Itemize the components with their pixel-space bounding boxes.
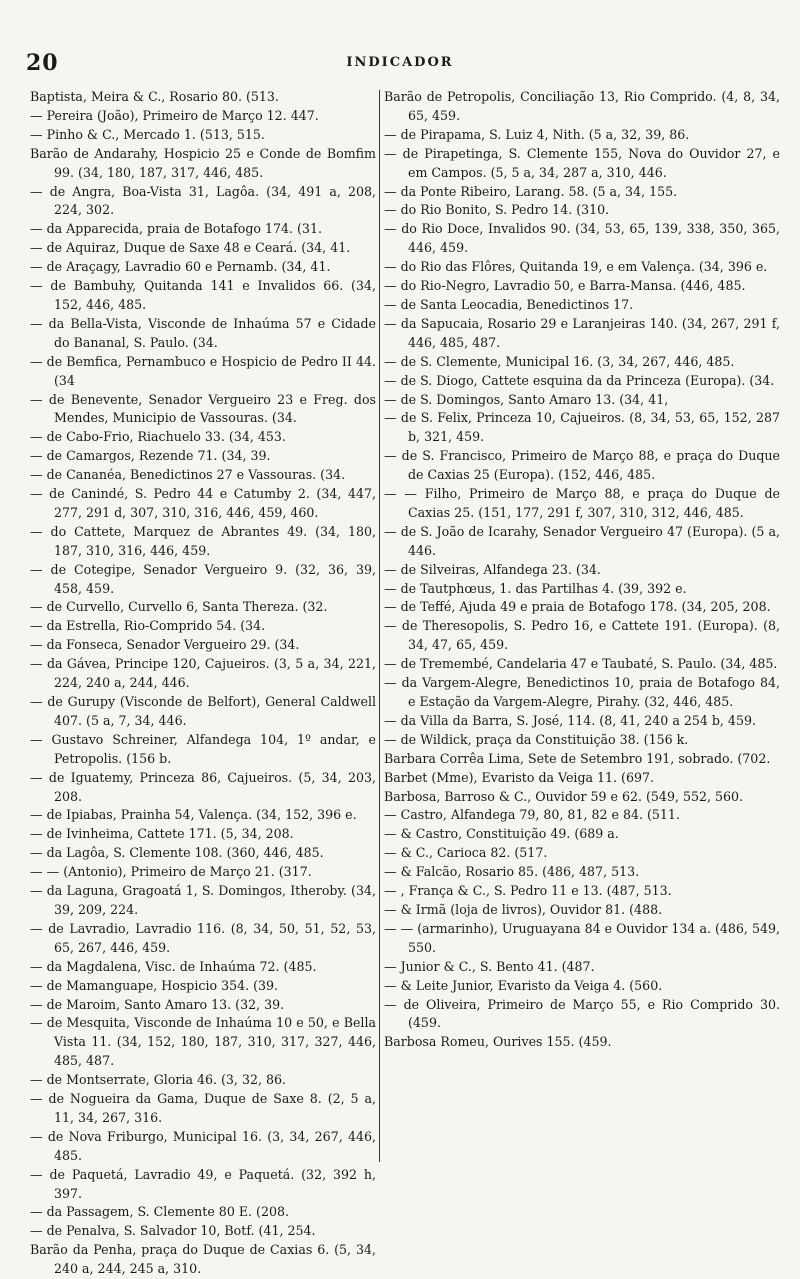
directory-entry: — da Laguna, Gragoatá 1, S. Domingos, Itheroby. (34, 39, 209, 224. [30,883,376,917]
directory-entry: — da Lagôa, S. Clemente 108. (360, 446, 485. [30,845,324,861]
directory-entry: — de Iguatemy, Princeza 86, Cajueiros. (5, 34, 203, 208. [30,769,376,804]
directory-entry: — do Cattete, Marquez de Abrantes 49. (34, 180, 187, 310, 316, 446, 459. [30,523,376,558]
directory-entry: — de S. João de Icarahy, Senador Vergueiro 47 (Europa). (5 a, 446. [384,523,780,558]
directory-entry: Barbosa Romeu, Ourives 155. (459. [384,1034,612,1050]
directory-entry: — de Wildick, praça da Constituição 38. (156 k. [384,731,689,747]
directory-entry: — Gustavo Schreiner, Alfandega 104, 1º andar, e Petropolis. (156 b. [30,731,376,766]
directory-entry: — da Gávea, Principe 120, Cajueiros. (3, 5 a, 34, 221, 224, 240 a, 244, 446. [30,656,376,691]
directory-entry: — de Araçagy, Lavradio 60 e Pernamb. (34, 41. [30,259,331,275]
directory-entry: Barbara Corrêa Lima, Sete de Setembro 191, sobrado. (702. [384,750,771,766]
directory-entry: — de S. Felix, Princeza 10, Cajueiros. (8, 34, 53, 65, 152, 287 b, 321, 459. [384,410,780,445]
directory-entry: — da Apparecida, praia de Botafogo 174. (31. [30,221,322,237]
directory-entry: — de Cotegipe, Senador Vergueiro 9. (32, 36, 39, 458, 459. [30,561,376,596]
page-number: 20 [26,50,59,76]
running-head: INDICADOR [346,55,454,70]
directory-entry: — , França & C., S. Pedro 11 e 13. (487, 513. [384,883,672,899]
directory-entry: — de Mamanguape, Hospicio 354. (39. [30,977,279,993]
directory-entry: — da Ponte Ribeiro, Larang. 58. (5 a, 34, 155. [384,183,678,199]
directory-entry: — da Bella-Vista, Visconde de Inhaúma 57 e Cidade do Bananal, S. Paulo. (34. [30,315,376,350]
directory-entry: — & Leite Junior, Evaristo da Veiga 4. (560. [384,977,663,993]
directory-entry: — de Angra, Boa-Vista 31, Lagôa. (34, 491 a, 208, 224, 302. [30,183,376,218]
directory-entry: Barão da Penha, praça do Duque de Caxias 6. (5, 34, 240 a, 244, 245 a, 310. [30,1242,376,1277]
directory-entry: Barbet (Mme), Evaristo da Veiga 11. (697. [384,769,655,785]
directory-entry: — Junior & C., S. Bento 41. (487. [384,958,595,974]
column-divider [379,90,380,1162]
directory-entry: — da Passagem, S. Clemente 80 E. (208. [30,1204,289,1220]
directory-entry: Barbosa, Barroso & C., Ouvidor 59 e 62. (549, 552, 560. [384,788,744,804]
directory-entry: — de Tautphœus, 1. das Partilhas 4. (39, 392 e. [384,580,687,596]
directory-entry: — de S. Diogo, Cattete esquina da da Princeza (Europa). (34. [384,372,775,388]
directory-entry: — de Curvello, Curvello 6, Santa Thereza. (32. [30,599,328,615]
directory-entry: — de Silveiras, Alfandega 23. (34. [384,561,601,577]
directory-entry: — de Paquetá, Lavradio 49, e Paquetá. (32, 392 h, 397. [30,1166,376,1201]
directory-entry: — de Cabo-Frio, Riachuelo 33. (34, 453. [30,429,286,445]
directory-entry: — de Ipiabas, Prainha 54, Valença. (34, 152, 396 e. [30,807,357,823]
directory-entry: — do Rio das Flôres, Quitanda 19, e em Valença. (34, 396 e. [384,259,768,275]
directory-entry: — de Montserrate, Gloria 46. (3, 32, 86. [30,1072,287,1088]
directory-entry: — da Estrella, Rio-Comprido 54. (34. [30,618,266,634]
directory-entry: — de Camargos, Rezende 71. (34, 39. [30,448,271,464]
directory-entry: — & Castro, Constituição 49. (689 a. [384,826,619,842]
directory-entry: — de Teffé, Ajuda 49 e praia de Botafogo 178. (34, 205, 208. [384,599,771,615]
directory-entry: — — (Antonio), Primeiro de Março 21. (317. [30,864,312,880]
directory-entry: — da Sapucaia, Rosario 29 e Laranjeiras 140. (34, 267, 291 f, 446, 485, 487. [384,315,780,350]
right-column [384,88,780,1052]
directory-entry: — de S. Francisco, Primeiro de Março 88, e praça do Duque de Caxias 25 (Europa). (152, 446, 485. [384,448,780,483]
directory-entry: — de Santa Leocadia, Benedictinos 17. [384,296,634,312]
directory-entry: — de S. Domingos, Santo Amaro 13. (34, 41, [384,391,669,407]
directory-entry: — do Rio-Negro, Lavradio 50, e Barra-Mansa. (446, 485. [384,278,746,294]
directory-entry: Baptista, Meira & C., Rosario 80. (513. [30,89,279,104]
directory-entry: — de Mesquita, Visconde de Inhaúma 10 e 50, e Bella Vista 11. (34, 152, 180, 187, 310, 317, 327, 446, 485, 487. [30,1015,376,1069]
directory-entry: — de Bambuhy, Quitanda 141 e Invalidos 66. (34, 152, 446, 485. [30,278,376,312]
directory-entry: — de Lavradio, Lavradio 116. (8, 34, 50, 51, 52, 53, 65, 267, 446, 459. [30,920,376,955]
directory-entry: — de Bemfica, Pernambuco e Hospicio de Pedro II 44. (34 [30,353,376,388]
left-column [30,88,376,1279]
directory-entry: — de Maroim, Santo Amaro 13. (32, 39. [30,996,285,1012]
directory-entry: — de Nova Friburgo, Municipal 16. (3, 34, 267, 446, 485. [30,1128,376,1163]
directory-entry: — de Pirapama, S. Luiz 4, Nith. (5 a, 32, 39, 86. [384,126,690,142]
directory-entry: — — (armarinho), Uruguayana 84 e Ouvidor 134 a. (486, 549, 550. [384,920,780,955]
directory-entry: — de Canindé, S. Pedro 44 e Catumby 2. (34, 447, 277, 291 d, 307, 310, 316, 446, 459, 460. [30,486,376,520]
directory-entry: — de Cananéa, Benedictinos 27 e Vassouras. (34. [30,467,346,483]
directory-entry: — Pereira (João), Primeiro de Março 12. 447. [30,107,319,123]
directory-entry: — da Villa da Barra, S. José, 114. (8, 41, 240 a 254 b, 459. [384,712,756,728]
directory-entry: — de Penalva, S. Salvador 10, Botf. (41, 254. [30,1223,316,1239]
directory-entry: — & Irmã (loja de livros), Ouvidor 81. (488. [384,901,663,917]
directory-entry: — de Theresopolis, S. Pedro 16, e Cattete 191. (Europa). (8, 34, 47, 65, 459. [384,618,780,653]
directory-entry: — de Ivinheima, Cattete 171. (5, 34, 208. [30,826,294,842]
directory-entry: — & C., Carioca 82. (517. [384,845,548,861]
directory-entry: — de Nogueira da Gama, Duque de Saxe 8. (2, 5 a, 11, 34, 267, 316. [30,1091,376,1125]
directory-entry: — de Tremembé, Candelaria 47 e Taubaté, S. Paulo. (34, 485. [384,656,778,672]
directory-entry: — da Vargem-Alegre, Benedictinos 10, praia de Botafogo 84, e Estação da Vargem-Alegre, Pirahy. (32, 446, 485. [384,675,780,709]
directory-entry: — de Aquiraz, Duque de Saxe 48 e Ceará. (34, 41. [30,240,351,256]
directory-entry: — do Rio Bonito, S. Pedro 14. (310. [384,202,610,218]
directory-entry: — Pinho & C., Mercado 1. (513, 515. [30,126,265,142]
directory-entry: — da Magdalena, Visc. de Inhaúma 72. (485. [30,958,317,974]
directory-entry: — de Benevente, Senador Vergueiro 23 e Freg. dos Mendes, Municipio de Vassouras. (34. [30,391,376,426]
directory-entry: — Castro, Alfandega 79, 80, 81, 82 e 84. (511. [384,807,680,823]
directory-entry: — da Fonseca, Senador Vergueiro 29. (34. [30,637,300,653]
directory-entry: — de Gurupy (Visconde de Belfort), General Caldwell 407. (5 a, 7, 34, 446. [30,694,376,728]
directory-entry: — do Rio Doce, Invalidos 90. (34, 53, 65, 139, 338, 350, 365, 446, 459. [384,221,780,256]
directory-entry: — de Oliveira, Primeiro de Março 55, e Rio Comprido 30. (459. [384,996,780,1031]
directory-entry: — de S. Clemente, Municipal 16. (3, 34, 267, 446, 485. [384,353,735,369]
directory-entry: — & Falcão, Rosario 85. (486, 487, 513. [384,864,640,880]
directory-entry: — de Pirapetinga, S. Clemente 155, Nova do Ouvidor 27, e em Campos. (5, 5 a, 34, 287 a, 310, 446. [384,145,780,180]
directory-entry: Barão de Andarahy, Hospicio 25 e Conde de Bomfim 99. (34, 180, 187, 317, 446, 485. [30,145,376,180]
directory-entry: — — Filho, Primeiro de Março 88, e praça do Duque de Caxias 25. (151, 177, 291 f, 307, 310, 312, 446, 485. [384,486,780,520]
directory-entry: Barão de Petropolis, Conciliação 13, Rio Comprido. (4, 8, 34, 65, 459. [384,89,780,123]
